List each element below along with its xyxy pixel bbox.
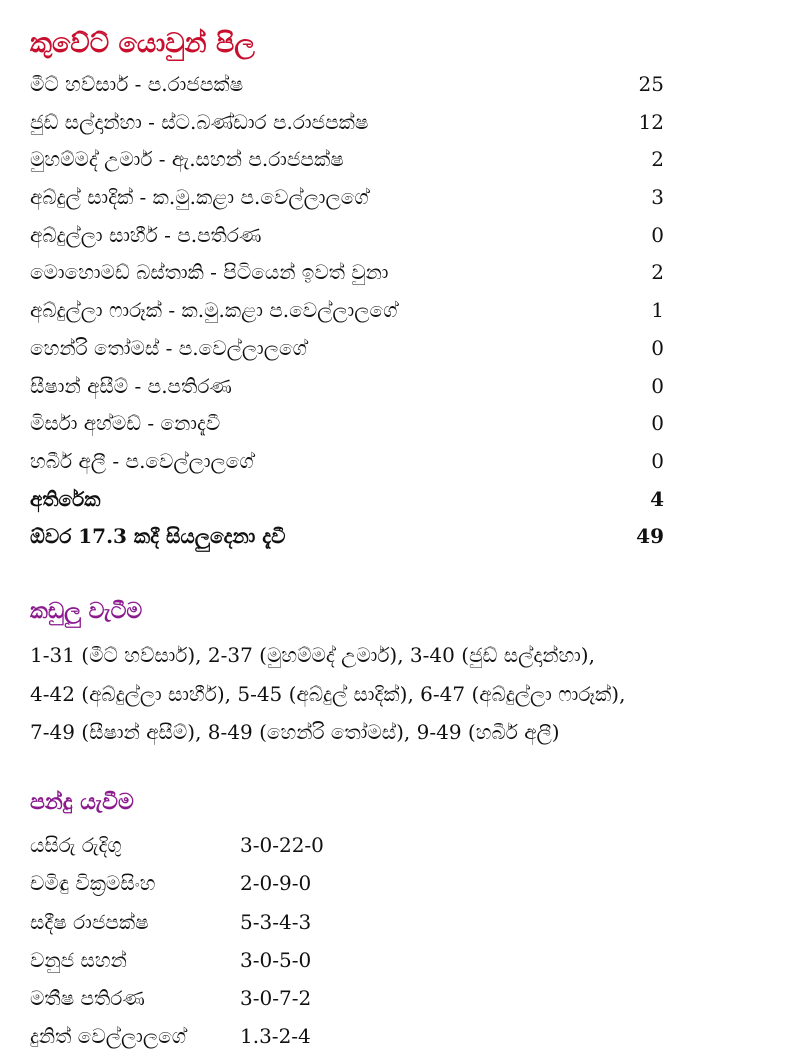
fow-line: 1-31 (මීට් හව්සාර්), 2-37 (මුහම්මද් උමාර්), 3-40 (ජුඩ් සල්දාන්හා),	[30, 643, 595, 667]
batter-dismissal: අබ්දුල්ලා ෆාරූක් - ක.මු.කළා ප.වෙල්ලාලගේ	[30, 298, 398, 323]
bowler-name: වනුජ සහන්	[30, 947, 127, 972]
bowling-table	[30, 826, 430, 1056]
batter-dismissal: සීෂාන් අසීම් - ප.පතිරණ	[30, 373, 232, 398]
batting-row	[30, 405, 670, 443]
batter-runs: 3	[651, 185, 664, 210]
batting-row	[30, 368, 670, 406]
batting-row	[30, 104, 670, 142]
batting-row	[30, 292, 670, 330]
bowling-heading: පන්දු යැවීම	[30, 789, 134, 815]
batter-dismissal: හෙන්රි තෝමස් - ප.වෙල්ලාලගේ	[30, 335, 307, 360]
batting-row	[30, 443, 670, 481]
batting-row	[30, 179, 670, 217]
batting-table	[30, 66, 670, 556]
batter-dismissal: මොහොමඩ් බස්තාකි - පිටියෙන් ඉවත් වුනා	[30, 260, 389, 285]
batter-runs: 12	[638, 109, 664, 134]
extras-value: 4	[650, 486, 664, 511]
batter-dismissal: ජුඩ් සල්දාන්හා - ස්ට.බණ්ඩාර ප.රාජපක්ෂ	[30, 109, 369, 134]
total-value: 49	[636, 524, 664, 549]
bowler-figures: 5-3-4-3	[240, 909, 312, 934]
bowling-row	[30, 864, 430, 902]
bowling-row	[30, 903, 430, 941]
total-label: ඕවර 17.3 කදී සියලුදෙනා දැවී	[30, 524, 286, 549]
bowler-figures: 2-0-9-0	[240, 871, 312, 896]
bowler-name: යසිරු රුදිගු	[30, 833, 122, 857]
batting-row	[30, 217, 670, 255]
batter-dismissal: මීට් හව්සාර් - ප.රාජපක්ෂ	[30, 72, 244, 96]
batting-row	[30, 66, 670, 104]
bowler-figures: 3-0-5-0	[240, 947, 312, 972]
batting-row	[30, 330, 670, 368]
batter-runs: 0	[651, 448, 664, 473]
bowler-figures: 3-0-7-2	[240, 986, 312, 1011]
batter-runs: 2	[651, 260, 664, 285]
bowling-row	[30, 979, 430, 1017]
batter-dismissal: අබ්දුල් සාදික් - ක.මු.කළා ප.වෙල්ලාලගේ	[30, 185, 369, 210]
batter-runs: 1	[651, 298, 664, 323]
batting-team-title: කුවේට් යොවුන් පිල	[30, 28, 255, 59]
extras-label: අතිරේක	[30, 486, 101, 511]
extras-row	[30, 481, 670, 519]
batting-row	[30, 141, 670, 179]
batter-runs: 0	[651, 411, 664, 436]
batting-row	[30, 254, 670, 292]
batter-runs: 0	[651, 335, 664, 360]
batter-runs: 0	[651, 222, 664, 247]
bowler-name: මතීෂ පතිරණ	[30, 986, 145, 1011]
batter-runs: 0	[651, 373, 664, 398]
batter-dismissal: හබීර් අලී - ප.වෙල්ලාලගේ	[30, 448, 254, 473]
bowler-figures: 1.3-2-4	[240, 1024, 311, 1049]
bowler-name: සදීෂ රාජපක්ෂ	[30, 909, 149, 934]
bowler-name: දුනිත් වෙල්ලාලගේ	[30, 1024, 186, 1049]
bowling-row	[30, 826, 430, 864]
fall-of-wickets-text	[30, 636, 780, 752]
fow-line: 4-42 (අබ්දුල්ලා සාහීර්), 5-45 (අබ්දුල් සාදික්), 6-47 (අබ්දුල්ලා ෆාරූක්),	[30, 681, 626, 706]
batter-dismissal: අබ්දුල්ලා සාහීර් - ප.පතිරණ	[30, 222, 262, 247]
total-row	[30, 518, 670, 556]
batter-dismissal: මුහම්මද් උමාර් - ඇ.සහන් ප.රාජපක්ෂ	[30, 147, 344, 172]
bowler-figures: 3-0-22-0	[240, 833, 324, 857]
batter-dismissal: මිර්සා අහ්මඩ් - නොදැවී	[30, 411, 221, 436]
batter-runs: 2	[651, 147, 664, 172]
bowling-row	[30, 941, 430, 979]
fall-of-wickets-heading: කඩුලු වැටීම	[30, 598, 143, 624]
bowler-name: චමිඳු වික්‍රමසිංහ	[30, 871, 156, 896]
batter-runs: 25	[638, 72, 664, 96]
fow-line: 7-49 (සීෂාන් අසීම්), 8-49 (හෙන්රි තෝමස්), 9-49 (හබීර් අලී)	[30, 720, 560, 744]
bowling-row	[30, 1017, 430, 1055]
